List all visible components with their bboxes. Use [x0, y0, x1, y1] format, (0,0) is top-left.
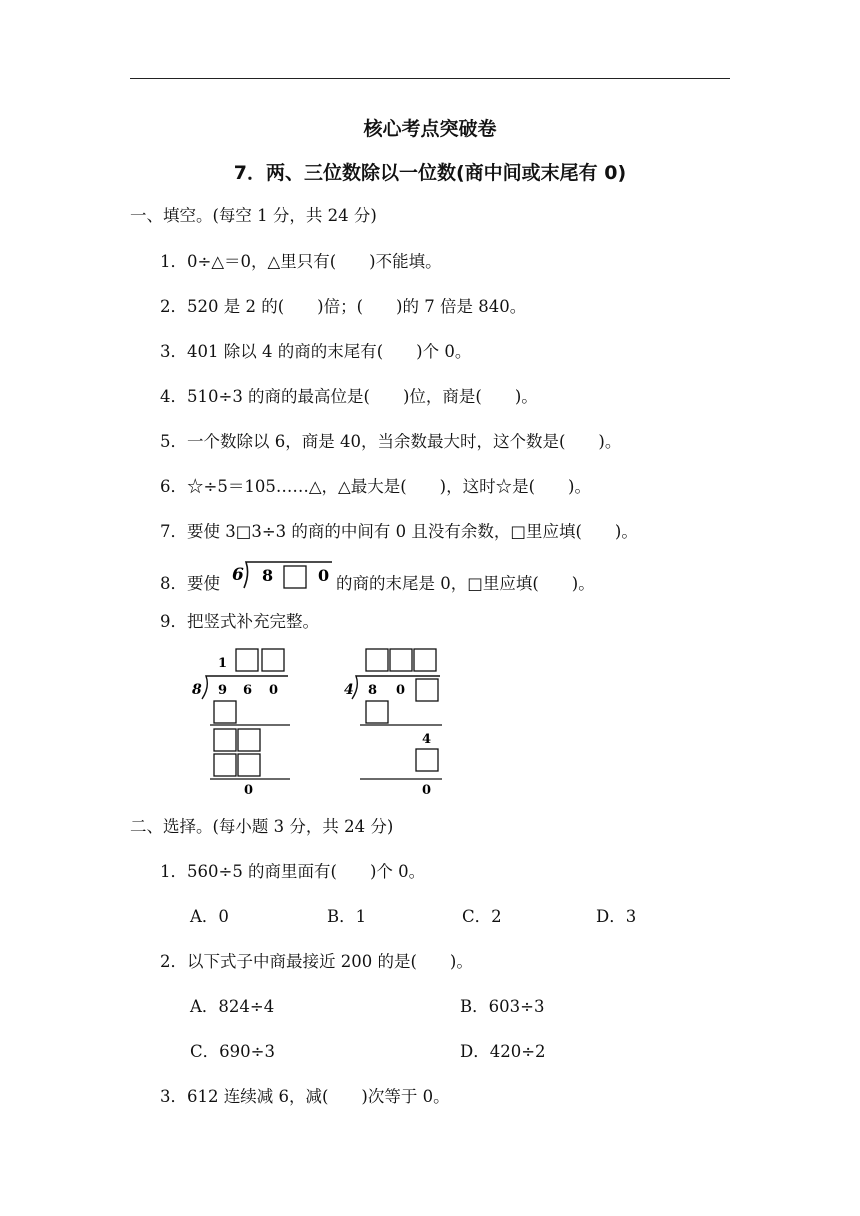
long-division-2: [340, 645, 455, 800]
q2-1-option-a: A．0: [190, 907, 229, 926]
question-1-8-suffix: 的商的末尾是 0，□里应填( )。: [336, 574, 595, 593]
question-1-2: 2．520 是 2 的( )倍；( )的 7 倍是 840。: [160, 297, 527, 316]
div1-box-c: [238, 729, 260, 751]
question-1-7: 7．要使 3□3÷3 的商的中间有 0 且没有余数，□里应填( )。: [160, 522, 638, 541]
q8-divisor: 6: [232, 565, 244, 585]
div1-box-a: [214, 701, 236, 723]
q2-2-option-a: A．824÷4: [190, 997, 275, 1016]
div1-dividend-3: 0: [269, 683, 279, 698]
q2-1-option-c: C．2: [462, 907, 502, 926]
div1-quotient-digit: 1: [218, 656, 228, 671]
div1-quotient-box-3: [262, 649, 284, 671]
q2-2-option-c: C．690÷3: [190, 1042, 275, 1061]
q8-digit-3: 0: [318, 566, 330, 585]
div1-quotient-box-2: [236, 649, 258, 671]
page-subtitle: 7．两、三位数除以一位数(商中间或末尾有 0): [233, 162, 627, 184]
div2-partial: 4: [422, 732, 432, 747]
question-1-5: 5．一个数除以 6，商是 40，当余数最大时，这个数是( )。: [160, 432, 622, 451]
question-2-3: 3．612 连续减 6，减( )次等于 0。: [160, 1087, 450, 1106]
div1-divisor: 8: [192, 682, 202, 698]
div1-remainder: 0: [244, 783, 254, 798]
page-title: 核心考点突破卷: [363, 118, 497, 140]
div1-box-b: [214, 729, 236, 751]
div1-dividend-2: 6: [243, 683, 253, 698]
question-1-1: 1．0÷△＝0，△里只有( )不能填。: [160, 252, 442, 271]
div1-box-d: [214, 754, 236, 776]
section1-heading: 一、填空。(每空 1 分，共 24 分): [130, 206, 377, 225]
q2-2-option-b: B．603÷3: [460, 997, 545, 1016]
q2-2-option-d: D．420÷2: [460, 1042, 546, 1061]
div2-quotient-box-1: [366, 649, 388, 671]
q8-division-frame: [226, 560, 336, 596]
div2-quotient-box-2: [390, 649, 412, 671]
div1-dividend-1: 9: [218, 683, 228, 698]
div2-box-a: [366, 701, 388, 723]
question-1-6: 6．☆÷5＝105……△，△最大是( )，这时☆是( )。: [160, 477, 591, 496]
div2-dividend-2: 0: [396, 683, 406, 698]
div2-dividend-1: 8: [368, 683, 378, 698]
question-1-8-prefix: 8．要使: [160, 574, 220, 593]
q8-digit-1: 8: [262, 566, 274, 585]
question-2-1: 1．560÷5 的商里面有( )个 0。: [160, 862, 426, 881]
div1-box-e: [238, 754, 260, 776]
question-1-9: 9．把竖式补充完整。: [160, 612, 319, 631]
q2-1-option-d: D．3: [596, 907, 637, 926]
section2-heading: 二、选择。(每小题 3 分，共 24 分): [130, 817, 394, 836]
div2-quotient-box-3: [414, 649, 436, 671]
div2-remainder: 0: [422, 783, 432, 798]
div2-divisor: 4: [344, 682, 354, 698]
header-rule: [130, 78, 730, 79]
div2-dividend-box: [416, 679, 438, 701]
div2-box-b: [416, 749, 438, 771]
question-2-2: 2．以下式子中商最接近 200 的是( )。: [160, 952, 473, 971]
question-1-3: 3．401 除以 4 的商的末尾有( )个 0。: [160, 342, 472, 361]
question-1-4: 4．510÷3 的商的最高位是( )位，商是( )。: [160, 387, 538, 406]
long-division-1: [190, 645, 300, 800]
q2-1-option-b: B．1: [327, 907, 367, 926]
q8-blank-box: [284, 566, 306, 588]
